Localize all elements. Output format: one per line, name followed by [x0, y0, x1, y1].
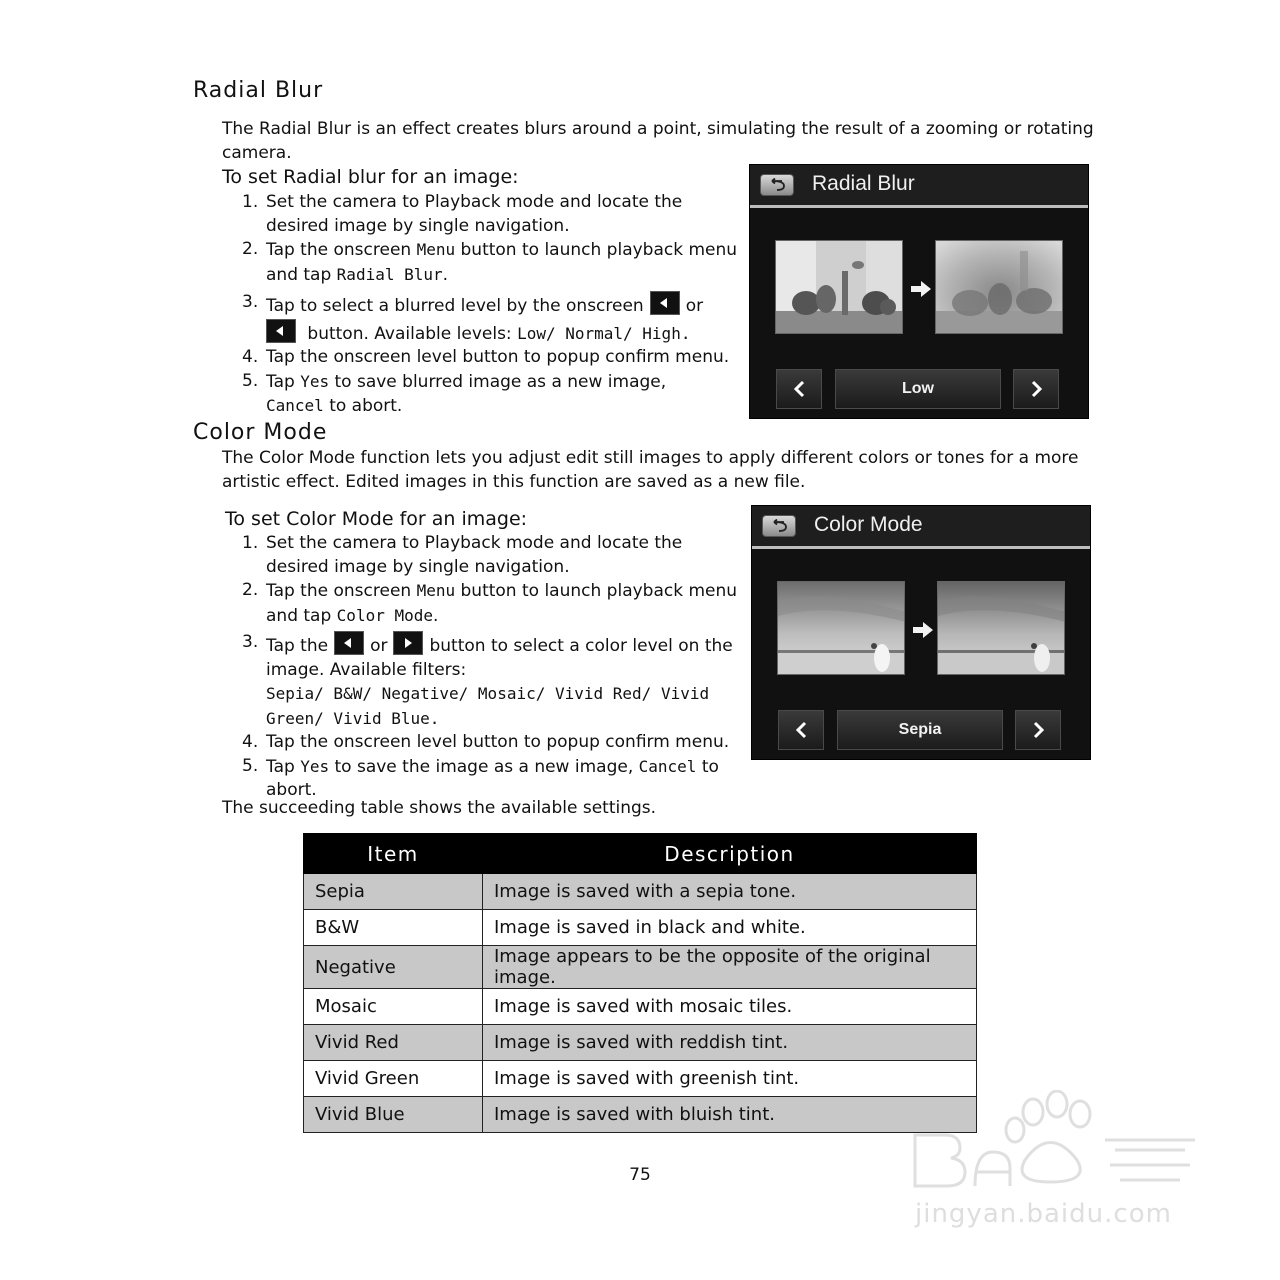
list-item: 3. Tap the or button to select a color level on the image. Available filters: Sepia/ B&W/ Negative/ Mosaic/ Vivid Red/ Vivid Green/ Vivid Blue. — [242, 632, 733, 728]
next-level-button[interactable] — [1013, 369, 1059, 409]
list-item: 1. Set the camera to Playback mode and locate the desired image by single navigation. — [242, 533, 683, 577]
watermark-logo — [905, 1090, 1205, 1240]
color-mode-intro: The Color Mode function lets you adjust edit still images to apply different colors or tones for a more artistic effect. Edited images in this function are saved as a new file. — [222, 448, 1079, 492]
radial-blur-subheading: To set Radial blur for an image: — [222, 166, 519, 188]
radial-blur-intro: The Radial Blur is an effect creates blurs around a point, simulating the result of a zooming or rotating camera. — [222, 119, 1094, 163]
table-intro: The succeeding table shows the available settings. — [222, 798, 657, 818]
table-row: Vivid Green Image is saved with greenish tint. — [304, 1061, 977, 1097]
original-image-thumbnail — [775, 240, 903, 334]
screen-title: Radial Blur — [812, 172, 915, 195]
list-item: 4. Tap the onscreen level button to popup confirm menu. — [242, 347, 730, 367]
left-button-icon — [334, 631, 364, 655]
table-row: Mosaic Image is saved with mosaic tiles. — [304, 989, 977, 1025]
table-row: Vivid Blue Image is saved with bluish tint. — [304, 1097, 977, 1133]
screen-header — [750, 165, 1088, 208]
color-mode-subheading: To set Color Mode for an image: — [225, 508, 528, 530]
chevron-right-icon — [1014, 370, 1058, 408]
level-button[interactable]: Low — [835, 369, 1001, 409]
column-header-item: Item — [304, 834, 483, 874]
chevron-right-icon — [1016, 711, 1060, 749]
list-item: 5. Tap Yes to save blurred image as a new image, Cancel to abort. — [242, 370, 667, 416]
table-row: Sepia Image is saved with a sepia tone. — [304, 874, 977, 910]
back-arrow-icon[interactable] — [762, 515, 796, 537]
color-mode-screen — [751, 505, 1091, 760]
right-button-icon — [393, 631, 423, 655]
radial-blur-heading: Radial Blur — [193, 78, 324, 103]
back-arrow-icon[interactable] — [760, 174, 794, 196]
table-row: Vivid Red Image is saved with reddish tint. — [304, 1025, 977, 1061]
list-item: 3. Tap to select a blurred level by the onscreen or button. Available levels: Low/ Normal/ High. — [242, 292, 704, 344]
page-number: 75 — [629, 1165, 651, 1185]
list-item: 2. Tap the onscreen Menu button to launch playback menu and tap Color Mode. — [242, 580, 738, 626]
original-image-thumbnail — [777, 581, 905, 675]
color-mode-settings-table — [303, 833, 977, 1133]
radial-blur-screen — [749, 164, 1089, 419]
prev-level-button[interactable] — [778, 710, 824, 750]
list-item: 5. Tap Yes to save the image as a new image, Cancel to abort. — [242, 755, 719, 800]
chevron-left-icon — [779, 711, 823, 749]
left-button-icon — [266, 319, 296, 343]
next-level-button[interactable] — [1015, 710, 1061, 750]
svg-text:jingyan.baidu.com: jingyan.baidu.com — [915, 1199, 1172, 1229]
prev-level-button[interactable] — [776, 369, 822, 409]
arrow-right-icon — [912, 621, 934, 639]
screen-title: Color Mode — [814, 513, 923, 536]
blurred-image-thumbnail — [935, 240, 1063, 334]
table-row: Negative Image appears to be the opposite of the original image. — [304, 946, 977, 989]
column-header-description: Description — [483, 834, 977, 874]
left-button-icon — [650, 291, 680, 315]
arrow-right-icon — [910, 280, 932, 298]
list-item: 2. Tap the onscreen Menu button to launch playback menu and tap Radial Blur. — [242, 239, 738, 285]
radial-blur-steps — [222, 191, 742, 419]
table-row: B&W Image is saved in black and white. — [304, 910, 977, 946]
chevron-left-icon — [777, 370, 821, 408]
level-button[interactable]: Sepia — [837, 710, 1003, 750]
color-mode-steps — [222, 532, 742, 803]
list-item: 1. Set the camera to Playback mode and locate the desired image by single navigation. — [242, 192, 683, 236]
list-item: 4. Tap the onscreen level button to popup confirm menu. — [242, 732, 730, 752]
color-mode-heading: Color Mode — [193, 420, 328, 445]
screen-header — [752, 506, 1090, 549]
table-header-row — [304, 834, 977, 874]
filtered-image-thumbnail — [937, 581, 1065, 675]
